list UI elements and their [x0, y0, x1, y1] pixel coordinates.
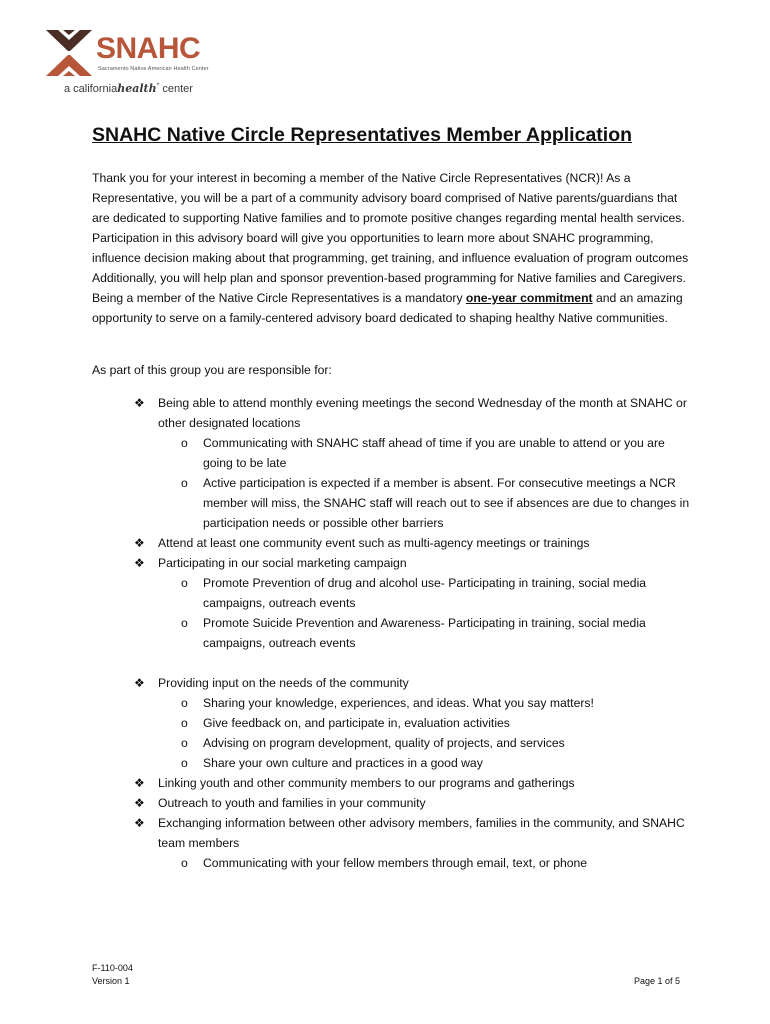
logo-tagline — [64, 82, 193, 95]
footer-form-info — [92, 962, 133, 988]
list-item-text: Give feedback on, and participate in, evaluation activities — [203, 716, 510, 730]
list-item-text: Active participation is expected if a member is absent. For consecutive meetings a NCR member will miss, the SNAHC staff will reach out to see if absences are due to changes in participation needs or possible other barriers — [203, 476, 690, 530]
logo-wordmark: SNAHC — [96, 32, 201, 65]
circle-bullet-icon: o — [181, 476, 188, 490]
sub-list-item — [92, 713, 692, 733]
tagline-star: * — [156, 82, 160, 90]
circle-bullet-icon: o — [181, 756, 188, 770]
list-item-text: Promote Suicide Prevention and Awareness- Participating in training, social media campaigns, outreach events — [203, 616, 646, 650]
responsibilities-list — [92, 393, 692, 873]
intro-emphasis: one-year commitment — [465, 291, 593, 305]
circle-bullet-icon: o — [181, 436, 188, 450]
list-item-text: Outreach to youth and families in your community — [158, 796, 426, 810]
list-item — [92, 393, 692, 433]
tagline-health: health — [117, 82, 157, 95]
sub-list-item — [92, 753, 692, 773]
list-item-text: Providing input on the needs of the community — [158, 676, 409, 690]
sub-list-item — [92, 433, 692, 473]
circle-bullet-icon: o — [181, 616, 188, 630]
sub-list-item — [92, 573, 692, 613]
list-item — [92, 773, 692, 793]
sub-list-item — [92, 853, 692, 873]
diamond-bullet-icon: ❖ — [134, 396, 145, 410]
sub-list-item — [92, 473, 692, 533]
logo-subline: Sacramento Native American Health Center — [98, 66, 209, 72]
list-item-text: Participating in our social marketing campaign — [158, 556, 407, 570]
page-number: Page 1 of 5 — [634, 976, 681, 986]
circle-bullet-icon: o — [181, 856, 188, 870]
list-item-text: Exchanging information between other advisory members, families in the community, and SNAHC team members — [158, 816, 685, 850]
diamond-bullet-icon: ❖ — [134, 796, 145, 810]
list-item — [92, 533, 692, 553]
list-item-text: Attend at least one community event such as multi-agency meetings or trainings — [158, 536, 590, 550]
form-number: F-110-004 — [92, 963, 133, 973]
diamond-bullet-icon: ❖ — [134, 816, 145, 830]
intro-text-end: and an amazing opportunity to serve on a family-centered advisory board dedicated to shaping healthy Native communities. — [92, 291, 683, 325]
diamond-bullet-icon: ❖ — [134, 536, 145, 550]
diamond-bullet-icon: ❖ — [134, 556, 145, 570]
sub-list-item — [92, 733, 692, 753]
circle-bullet-icon: o — [181, 696, 188, 710]
circle-bullet-icon: o — [181, 736, 188, 750]
list-item-text: Sharing your knowledge, experiences, and ideas. What you say matters! — [203, 696, 594, 710]
form-version: Version 1 — [92, 976, 130, 986]
document-title: SNAHC Native Circle Representatives Member Application — [92, 124, 633, 146]
circle-bullet-icon: o — [181, 716, 188, 730]
list-item-text: Advising on program development, quality of projects, and services — [203, 736, 565, 750]
list-item-text: Being able to attend monthly evening meetings the second Wednesday of the month at SNAHC or other designated locations — [158, 396, 687, 430]
list-item — [92, 793, 692, 813]
intro-paragraph — [92, 168, 692, 328]
circle-bullet-icon: o — [181, 576, 188, 590]
logo-mark-icon — [44, 28, 94, 78]
list-item — [92, 673, 692, 693]
snahc-logo — [44, 28, 244, 98]
list-item-text: Promote Prevention of drug and alcohol use- Participating in training, social media campaigns, outreach events — [203, 576, 647, 610]
tagline-suffix: center — [162, 83, 193, 95]
list-item — [92, 813, 692, 853]
list-item-text: Communicating with SNAHC staff ahead of time if you are unable to attend or you are going to be late — [203, 436, 665, 470]
list-item — [92, 553, 692, 573]
list-item-text: Share your own culture and practices in a good way — [203, 756, 483, 770]
diamond-bullet-icon: ❖ — [134, 776, 145, 790]
tagline-prefix: a california — [64, 83, 118, 95]
responsibilities-heading: As part of this group you are responsible for: — [92, 363, 332, 377]
diamond-bullet-icon: ❖ — [134, 676, 145, 690]
intro-text-start: Thank you for your interest in becoming a member of the Native Circle Representatives (NCR)! As a Representative, you will be a part of a community advisory board comprised of Native parents/guardians that are dedicated to supporting Native families and to promote positive changes regarding mental health services. Participation in this advisory board will give you opportunities to learn more about SNAHC programming, influence decision making about that programming, get training, and influence evaluation of program outcomes Additionally, you will help plan and sponsor prevention-based programming for Native families and Caregivers. Being a member of the Native Circle Representatives is a mandatory — [92, 171, 689, 305]
sub-list-item — [92, 693, 692, 713]
list-item-text: Linking youth and other community members to our programs and gatherings — [158, 776, 575, 790]
sub-list-item — [92, 613, 692, 653]
list-item-text: Communicating with your fellow members through email, text, or phone — [203, 856, 588, 870]
